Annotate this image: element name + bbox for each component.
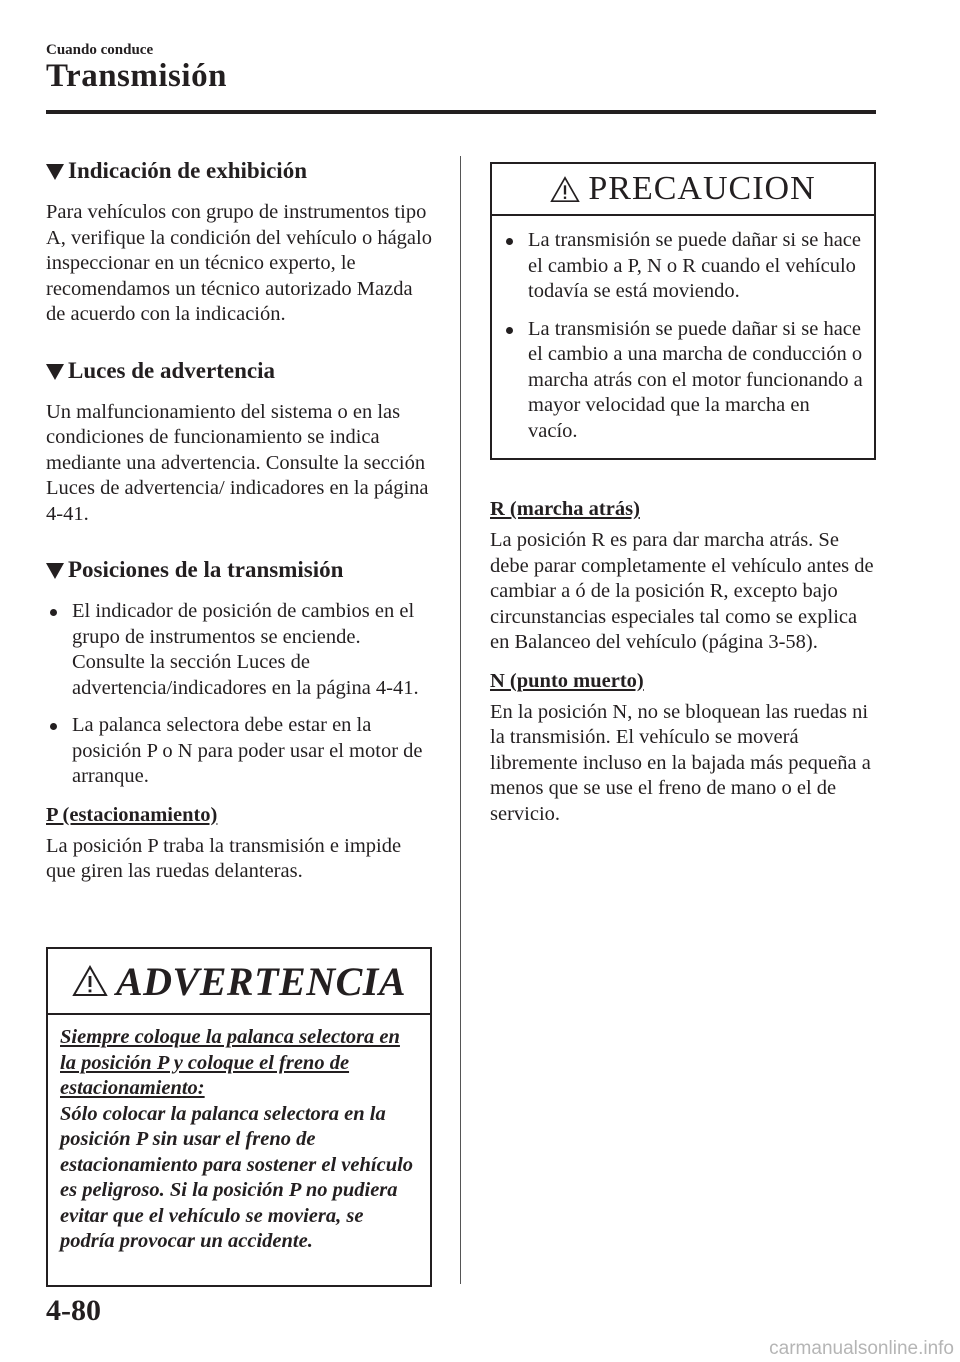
right-column — [490, 162, 876, 835]
triangle-down-icon — [46, 563, 64, 579]
column-divider — [460, 156, 461, 1284]
page-number: 4-80 — [46, 1294, 101, 1327]
list-item: La transmisión se puede dañar si se hace el cambio a una marcha de conducción o marcha atrás con el motor funcionando a mayor velocidad que la marcha en vacío. — [502, 317, 864, 445]
caution-box — [490, 162, 876, 460]
warning-underlined-text: Siempre coloque la palanca selectora en la posición P y coloque el freno de estacionamiento: — [60, 1026, 400, 1099]
paragraph-r: La posición R es para dar marcha atrás. Se debe parar completamente el vehículo antes de cambiar a ó de la posición R, excepto bajo circunstancias especiales tal como se explica en Balanceo del vehículo (página 3-58). — [490, 529, 874, 653]
bullet-icon — [50, 723, 57, 730]
page-title: Transmisión — [46, 58, 227, 94]
warning-title: ADVERTENCIA — [115, 958, 407, 1004]
bullet-icon — [506, 327, 513, 334]
subheading-n: N (punto muerto) — [490, 669, 644, 692]
paragraph-indicacion: Para vehículos con grupo de instrumentos tipo A, verifique la condición del vehículo o hágalo inspeccionar en un técnico experto, le recomendamos un técnico autorizado Mazda de acuerdo con la indicación. — [46, 201, 432, 325]
left-column — [46, 156, 432, 893]
list-item: El indicador de posición de cambios en el grupo de instrumentos se enciende. Consulte la sección Luces de advertencia/indicadores en la página 4-41. — [46, 599, 432, 701]
list-item: La transmisión se puede dañar si se hace el cambio a P, N o R cuando el vehículo todavía se está moviendo. — [502, 228, 864, 305]
warning-text: Sólo colocar la palanca selectora en la posición P sin usar el freno de estacionamiento para sostener el vehículo es peligroso. Si la posición P no pudiera evitar que el vehículo se moviera, se podría provocar un accidente. — [60, 1102, 414, 1252]
posiciones-list — [46, 599, 432, 790]
caution-body — [492, 216, 874, 458]
warning-header — [48, 949, 430, 1015]
warning-body — [48, 1015, 430, 1255]
paragraph-luces: Un malfuncionamiento del sistema o en las condiciones de funcionamiento se indica mediante una advertencia. Consulte la sección Luces de advertencia/ indicadores en la página 4-41. — [46, 400, 429, 525]
paragraph-n: En la posición N, no se bloquean las ruedas ni la transmisión. El vehículo se moverá libremente incluso en la bajada más pequeña a menos que se use el freno de mano o el de servicio. — [490, 700, 871, 825]
bullet-icon — [50, 609, 57, 616]
heading-posiciones: Posiciones de la transmisión — [46, 555, 432, 585]
list-item: La palanca selectora debe estar en la posición P o N para poder usar el motor de arranque. — [46, 713, 432, 790]
warning-box — [46, 947, 432, 1287]
header-rule — [46, 110, 876, 114]
triangle-down-icon — [46, 164, 64, 180]
caution-header — [492, 164, 874, 216]
watermark: carmanualsonline.info — [769, 1338, 954, 1359]
caution-title: PRECAUCION — [588, 170, 816, 207]
triangle-down-icon — [46, 364, 64, 380]
warning-triangle-icon — [550, 176, 580, 203]
subheading-p: P (estacionamiento) — [46, 803, 218, 826]
caution-list — [502, 228, 864, 444]
heading-luces: Luces de advertencia — [46, 356, 432, 386]
bullet-icon — [506, 238, 513, 245]
warning-triangle-icon — [72, 965, 108, 997]
heading-indicacion: Indicación de exhibición — [46, 156, 432, 186]
section-label: Cuando conduce — [46, 42, 154, 58]
paragraph-p: La posición P traba la transmisión e impide que giren las ruedas delanteras. — [46, 834, 402, 882]
subheading-r: R (marcha atrás) — [490, 498, 640, 520]
